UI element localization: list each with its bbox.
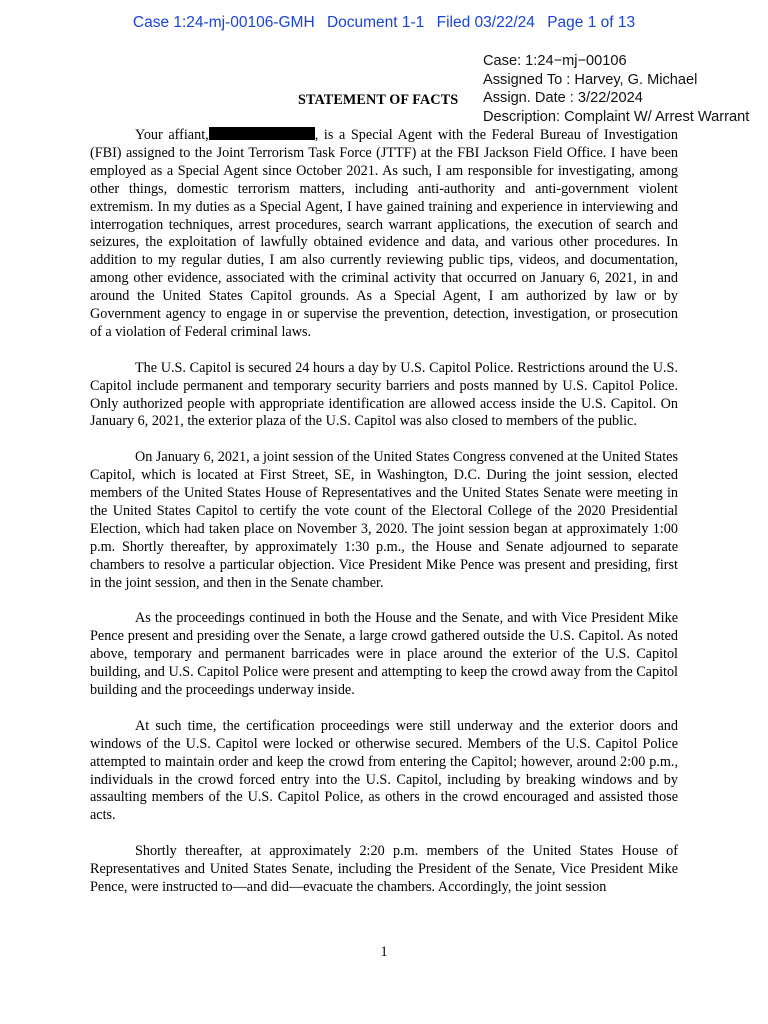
- paragraph-3: On January 6, 2021, a joint session of the United States Congress convened at the United States Capitol, which is located at First Street, SE, in Washington, D.C. During the joint session, elected members of the United States House of Representatives and the United States Senate were meeting in the United States Capitol to certify the vote count of the Electoral College of the 2020 Presidential Election, which had taken place on November 3, 2020. The joint session began at approximately 1:00 p.m. Shortly thereafter, by approximately 1:30 p.m., the House and Senate adjourned to separate chambers to resolve a particular objection. Vice President Mike Pence was present and presiding, first in the joint session, and then in the Senate chamber.: [90, 449, 678, 591]
- paragraph-2: The U.S. Capitol is secured 24 hours a day by U.S. Capitol Police. Restrictions around the U.S. Capitol include permanent and temporary security barriers and posts manned by U.S. Capitol Police. Only authorized people with appropriate identification are allowed access inside the U.S. Capitol. On January 6, 2021, the exterior plaza of the U.S. Capitol was also closed to members of the public.: [90, 359, 678, 430]
- page-count: Page 1 of 13: [547, 14, 636, 31]
- paragraph-5: At such time, the certification proceedings were still underway and the exterior doors and windows of the U.S. Capitol were locked or otherwise secured. Members of the U.S. Capitol Police attempted to maintain order and keep the crowd from entering the Capitol; however, around 2:00 p.m., individuals in the crowd forced entry into the U.S. Capitol, including by breaking windows and by assaulting members of the U.S. Capitol Police, as others in the crowd encouraged and assisted those acts.: [90, 717, 678, 824]
- stamp-assign-date: Assign. Date : 3/22/2024: [483, 90, 643, 106]
- filing-header: [0, 14, 768, 32]
- stamp-case: Case: 1:24−mj−00106: [483, 53, 627, 69]
- paragraph-1: [90, 127, 678, 342]
- filed-date: Filed 03/22/24: [436, 14, 535, 31]
- redaction-bar: [209, 127, 315, 140]
- document-title: STATEMENT OF FACTS: [298, 92, 459, 108]
- document-body: [90, 127, 678, 915]
- paragraph-4: As the proceedings continued in both the House and the Senate, and with Vice President Mike Pence present and presiding over the Senate, a large crowd gathered outside the U.S. Capitol. As noted above, temporary and permanent barricades were in place around the exterior of the U.S. Capitol building, and U.S. Capitol Police were present and attempting to keep the crowd away from the Capitol building and the proceedings underway inside.: [90, 610, 678, 699]
- stamp-description: Description: Complaint W/ Arrest Warrant: [483, 108, 750, 125]
- paragraph-6: Shortly thereafter, at approximately 2:20 p.m. members of the United States House of Representatives and United States Senate, including the President of the Senate, Vice President Mike Pence, were instructed to—and did—evacuate the chambers. Accordingly, the joint session: [90, 843, 678, 895]
- case-stamp: [483, 52, 749, 126]
- document-number: Document 1-1: [326, 14, 425, 31]
- page-number: 1: [380, 944, 388, 960]
- paragraph-1-start: Your affiant,: [135, 127, 209, 143]
- case-number: Case 1:24-mj-00106-GMH: [132, 14, 315, 31]
- stamp-assigned: Assigned To : Harvey, G. Michael: [483, 71, 698, 88]
- paragraph-1-rest: , is a Special Agent with the Federal Bureau of Investigation (FBI) assigned to the Joint Terrorism Task Force (JTTF) at the FBI Jackson Field Office. I have been employed as a Special Agent since October 2021. As such, I am responsible for investigating, among other things, domestic terrorism matters, including anti-authority and anti-government violent extremism. In my duties as a Special Agent, I have gained training and experience in interviewing and interrogation techniques, arrest procedures, search warrant applications, the execution of search and seizures, the exploitation of lawfully obtained evidence and data, and various other procedures. In addition to my regular duties, I am also currently reviewing public tips, videos, and documentation, among other evidence, associated with the criminal activity that occurred on January 6, 2021, in and around the United States Capitol grounds. As a Special Agent, I am authorized by law or by Government agency to engage in or supervise the prevention, detection, investigation, or prosecution of a violation of Federal criminal laws.: [90, 127, 678, 340]
